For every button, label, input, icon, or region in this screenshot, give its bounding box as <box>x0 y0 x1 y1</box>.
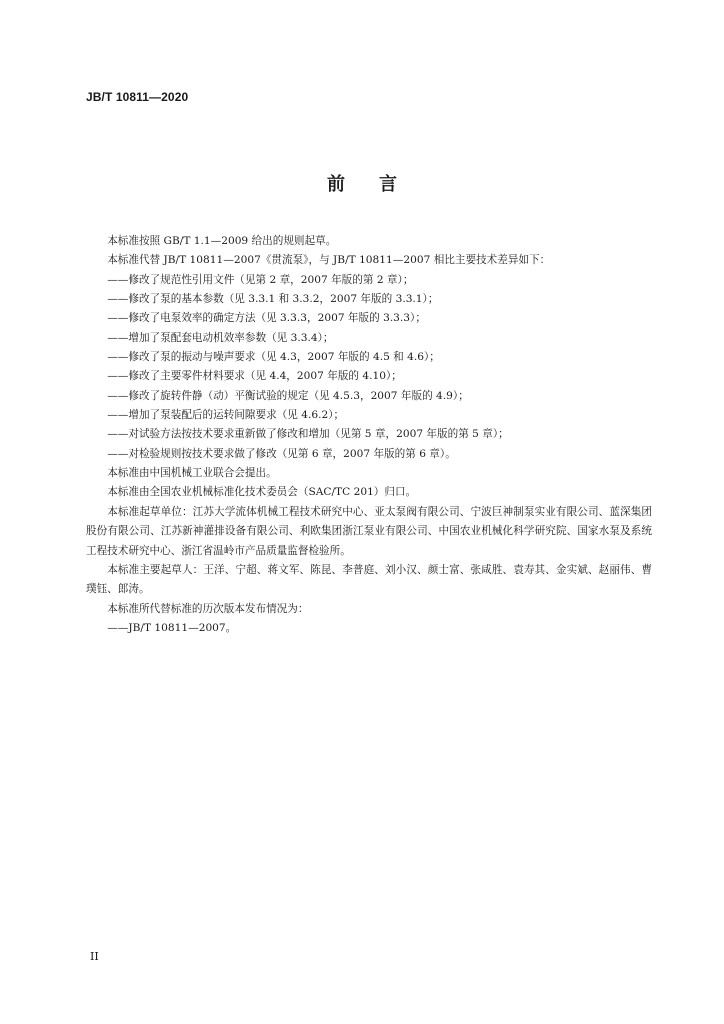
page-number: II <box>90 950 99 963</box>
change-item: ——修改了规范性引用文件（见第 2 章，2007 年版的第 2 章）； <box>107 273 414 286</box>
page-title <box>0 170 724 196</box>
change-item: ——对试验方法按技术要求重新做了修改和增加（见第 5 章，2007 年版的第 5 章）； <box>107 428 509 441</box>
document-code: JB/T 10811—2020 <box>86 90 189 104</box>
centralized-by-paragraph: 本标准由全国农业机械标准化技术委员会（SAC/TC 201）归口。 <box>107 486 417 499</box>
change-item: ——修改了主要零件材料要求（见 4.4，2007 年版的 4.10）； <box>107 370 402 383</box>
change-item: ——增加了泵装配后的运转间隙要求（见 4.6.2）； <box>107 409 345 422</box>
change-item: ——修改了泵的振动与噪声要求（见 4.3，2007 年版的 4.5 和 4.6）； <box>107 351 440 364</box>
history-intro-paragraph: 本标准所代替标准的历次版本发布情况为： <box>107 602 309 615</box>
foreword-body <box>86 232 652 638</box>
change-item: ——修改了旋转件静（动）平衡试验的规定（见 4.5.3，2007 年版的 4.9）； <box>107 389 469 402</box>
change-item: ——对检验规则按技术要求做了修改（见第 6 章，2007 年版的第 6 章）。 <box>107 447 456 460</box>
change-item: ——修改了电泵效率的确定方法（见 3.3.3，2007 年版的 3.3.3）； <box>107 312 426 325</box>
page-title-char-1: 前 <box>327 174 345 195</box>
change-item: ——增加了泵配套电动机效率参数（见 3.3.4）； <box>107 331 334 344</box>
change-item: ——修改了泵的基本参数（见 3.3.1 和 3.3.2，2007 年版的 3.3.1）； <box>107 293 439 306</box>
proposed-by-paragraph: 本标准由中国机械工业联合会提出。 <box>107 467 277 480</box>
drafters-paragraph: 本标准主要起草人：王洋、宁超、蒋文军、陈昆、李普庭、刘小汉、颜士富、张咸胜、袁寿其、金实斌、赵丽伟、曹璞钰、郎涛。 <box>86 563 652 596</box>
page-title-char-2: 言 <box>379 174 397 195</box>
changes-list <box>86 271 652 464</box>
intro-paragraph-replacement: 本标准代替 JB/T 10811—2007《贯流泵》，与 JB/T 10811—2007 相比主要技术差异如下： <box>107 254 551 267</box>
history-item: ——JB/T 10811—2007。 <box>107 621 237 634</box>
intro-paragraph-drafting-rules: 本标准按照 GB/T 1.1—2009 给出的规则起草。 <box>107 235 337 247</box>
drafting-units-paragraph: 本标准起草单位：江苏大学流体机械工程技术研究中心、亚太泵阀有限公司、宁波巨神制泵实业有限公司、蓝深集团股份有限公司、江苏新神灌排设备有限公司、利欧集团浙江泵业有限公司、中国农业机械化科学研究院、国家水泵及系统工程技术研究中心、浙江省温岭市产品质量监督检验所。 <box>86 505 652 557</box>
